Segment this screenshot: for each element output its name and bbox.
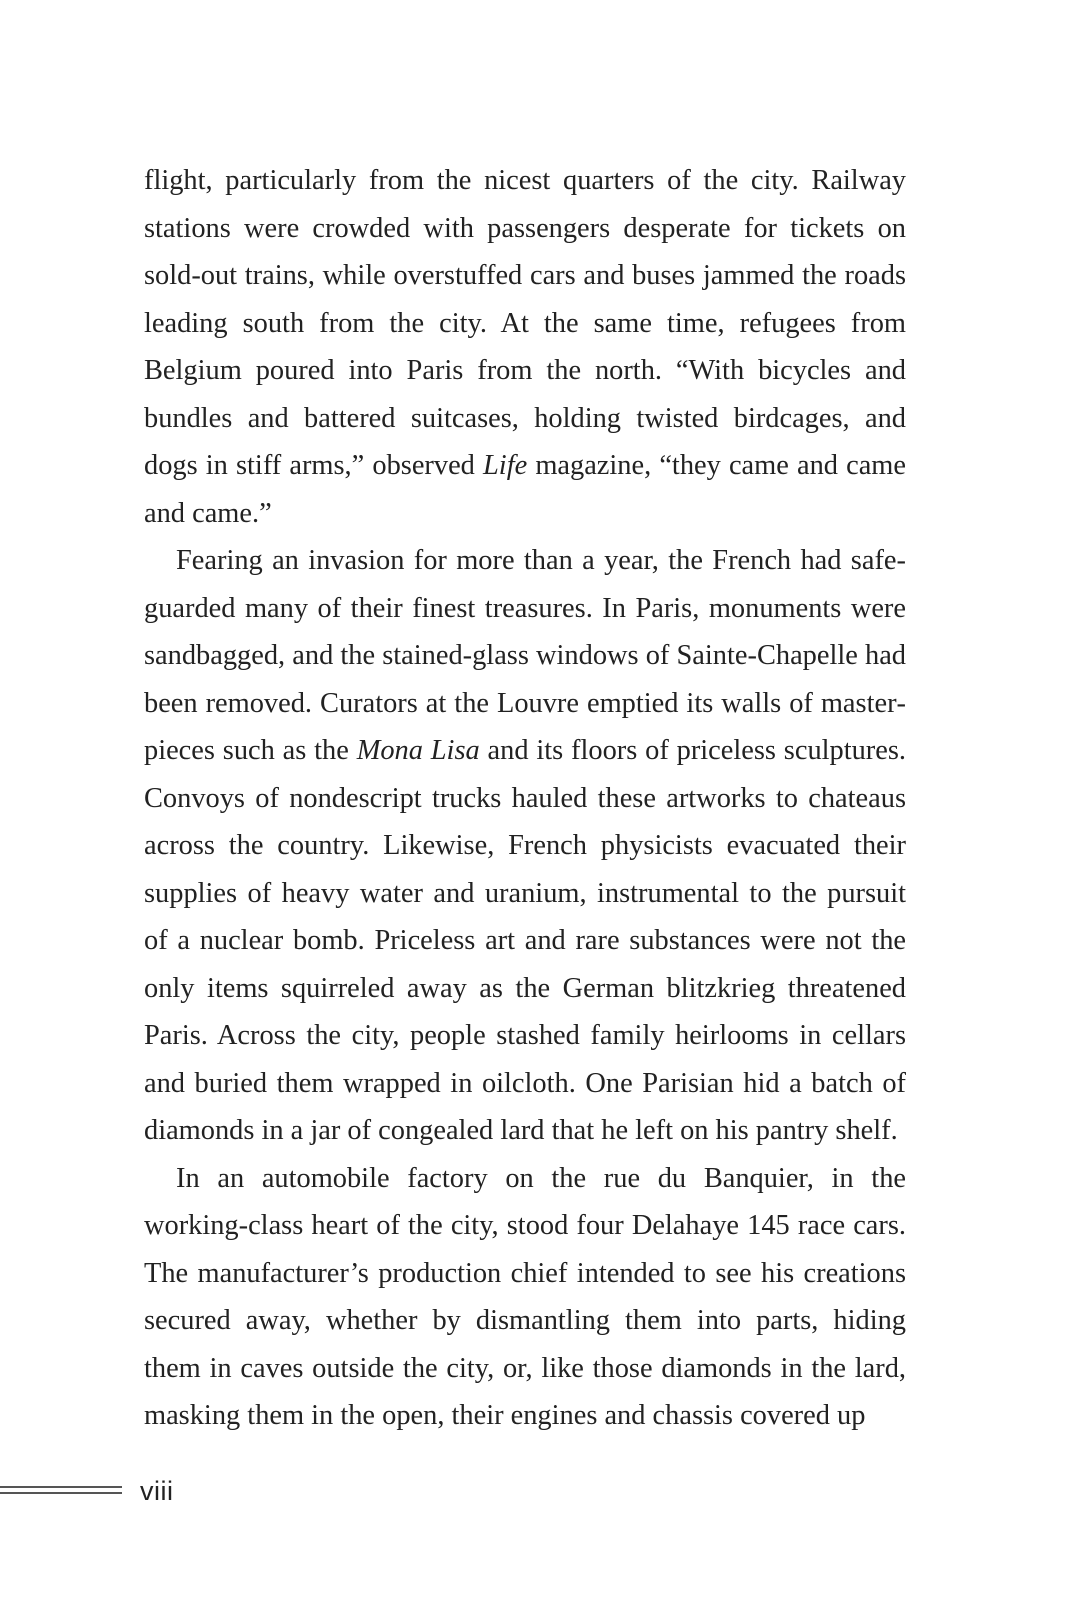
paragraph bbox=[144, 157, 906, 537]
page-number: viii bbox=[140, 1476, 174, 1506]
footer-rule bbox=[0, 1492, 122, 1494]
paragraph bbox=[144, 1155, 906, 1440]
text-run: flight, particularly from the nicest quarters of the city. Railway stations were crowded with passengers desperate for tickets on sold-out trains, while overstuffed cars and buses jammed the roads leading south from the city. At the same time, refugees from Belgium poured into Paris from the north. “With bicycles and bundles and battered suitcases, holding twisted birdcages, and dogs in stiff arms,” observed bbox=[144, 165, 906, 481]
artwork-title: Mona Lisa bbox=[356, 735, 480, 766]
text-run: In an automobile factory on the rue du Banquier, in the working-class heart of the city, stood four Delahaye 145 race cars. The manufacturer’s production chief intended to see his creations secured away, whether by dismantling them into parts, hiding them in caves outside the city, or, like those diamonds in the lard, masking them in the open, their engines and chassis covered up bbox=[144, 1162, 906, 1431]
text-run: magazine, “they came and came and came.” bbox=[144, 450, 906, 529]
footer-rule bbox=[0, 1486, 122, 1488]
text-run: and its floors of priceless sculptures. Convoys of nondescript trucks hauled these artworks to chateaus across the country. Likewise, French physicists evacuated their supplies of heavy water and uranium, instrumental to the pursuit of a nuclear bomb. Priceless art and rare substances were not the only items squirreled away as the German blitzkrieg threatened Paris. Across the city, people stashed family heirlooms in cellars and buried them wrapped in oilcloth. One Parisian hid a batch of diamonds in a jar of congealed lard that he left on his pantry shelf. bbox=[144, 735, 907, 1146]
body-text bbox=[144, 157, 906, 1440]
text-run: Fearing an invasion for more than a year, the French had safeguarded many of their finest treasures. In Paris, monuments were sandbagged, and the stained-glass windows of Sainte-Chapelle had been removed. Curators at the Louvre emptied its walls of masterpieces such as the bbox=[144, 545, 906, 766]
magazine-title: Life bbox=[483, 450, 528, 481]
page-footer bbox=[0, 1476, 200, 1516]
paragraph bbox=[144, 537, 906, 1155]
